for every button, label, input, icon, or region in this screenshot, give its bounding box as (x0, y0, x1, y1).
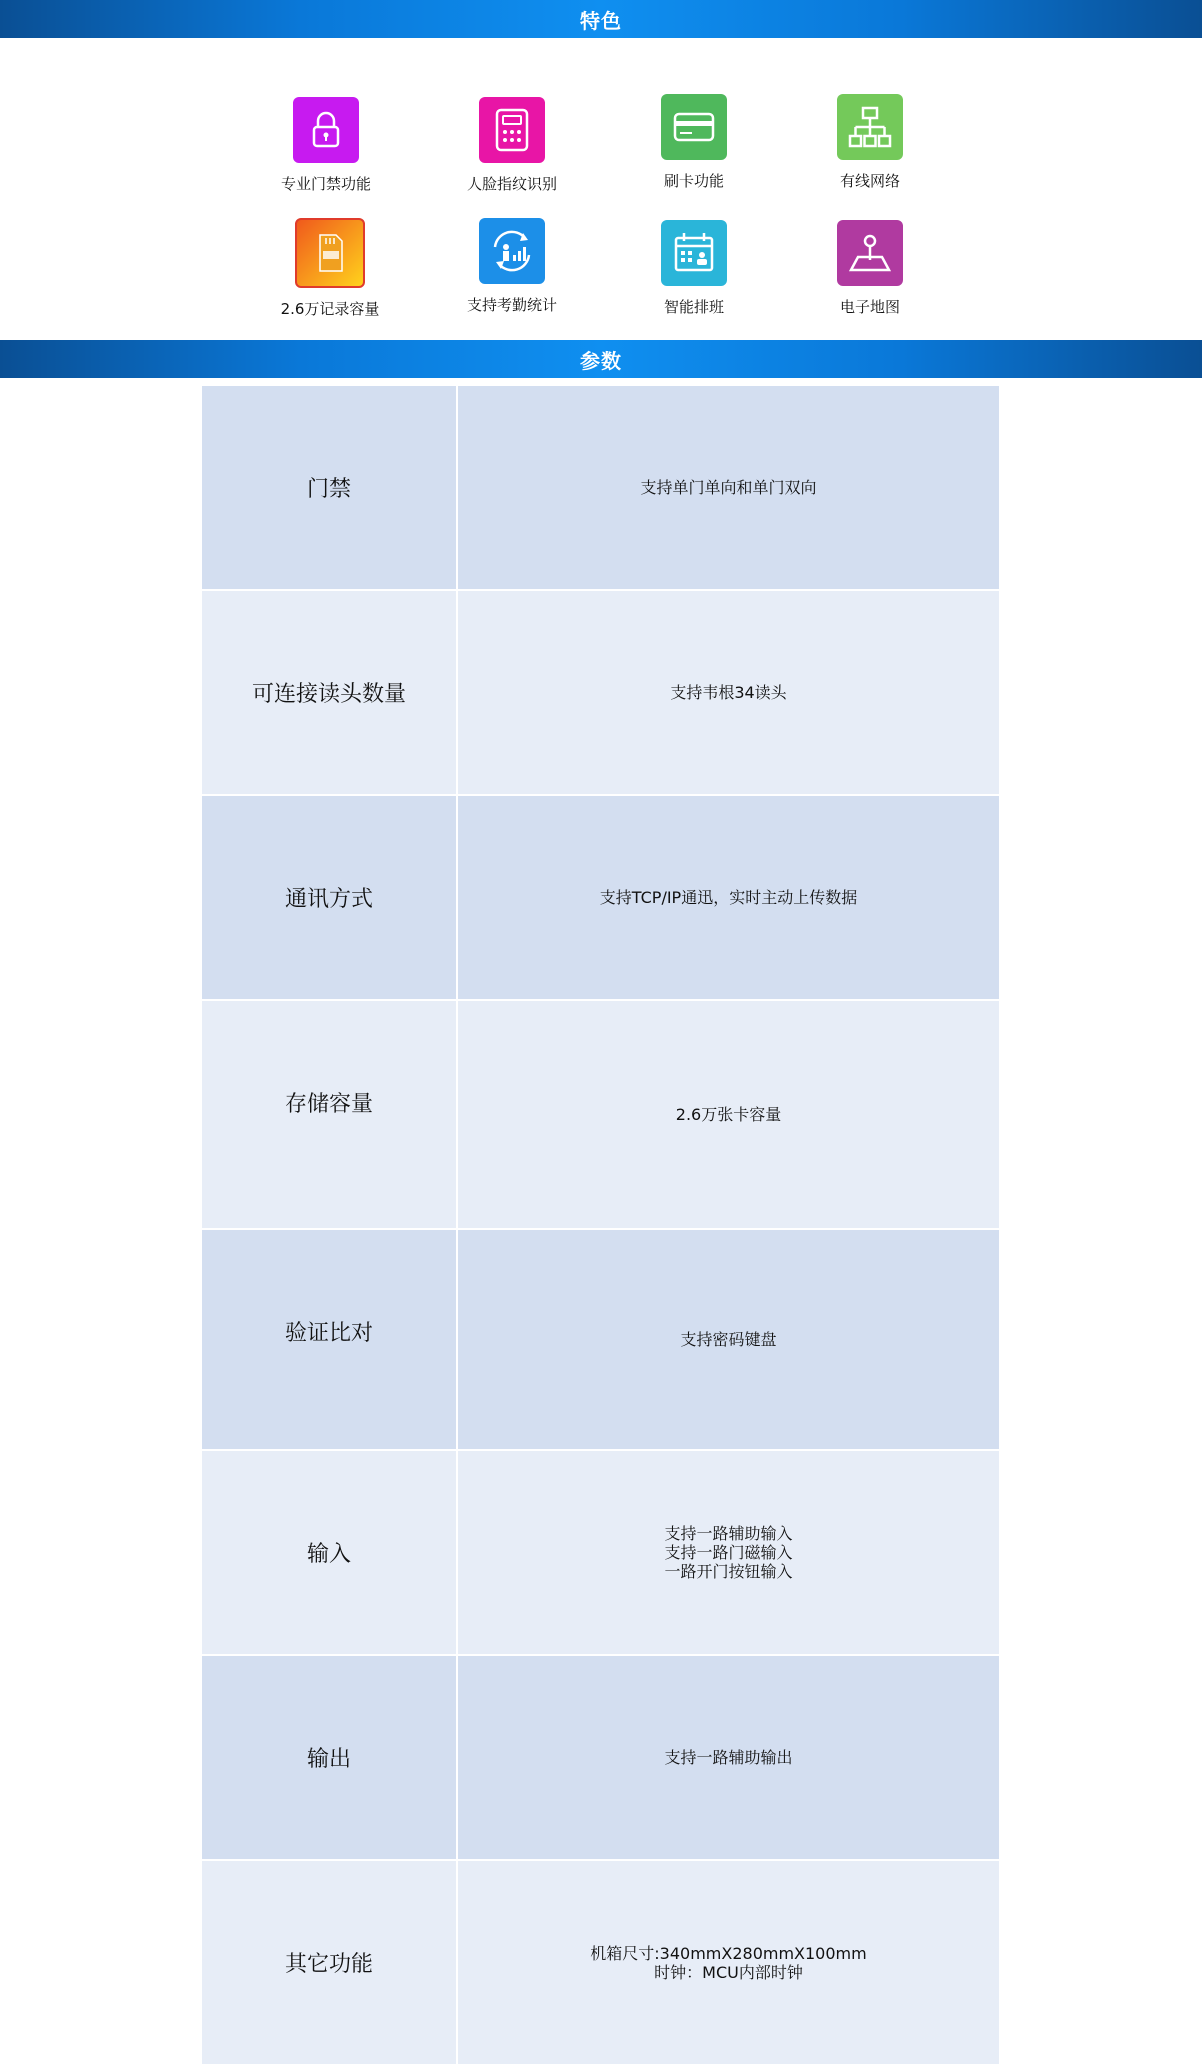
attendance-icon (479, 218, 545, 284)
feature-item (427, 97, 597, 194)
feature-label: 有线网络 (839, 172, 900, 190)
spec-value (457, 1860, 999, 2065)
table-row (202, 1450, 999, 1655)
spec-key: 存储容量 (202, 1000, 457, 1229)
feature-label: 刷卡功能 (663, 172, 724, 190)
table-row (202, 1229, 999, 1450)
spec-value (457, 1229, 999, 1450)
spec-table (202, 386, 999, 2066)
spec-value-line: 支持一路门磁输入 (664, 1543, 793, 1562)
feature-label: 人脸指纹识别 (466, 175, 557, 193)
feature-label: 专业门禁功能 (280, 175, 371, 193)
feature-label: 支持考勤统计 (466, 296, 557, 314)
table-row (202, 590, 999, 795)
spec-value-line: 支持一路辅助输出 (664, 1748, 793, 1767)
spec-key: 可连接读头数量 (202, 590, 457, 795)
table-row (202, 795, 999, 1000)
features-section-header (0, 0, 1202, 38)
spec-value (457, 590, 999, 795)
features-section-title: 特色 (580, 8, 622, 33)
feature-item (785, 94, 955, 191)
table-row (202, 1000, 999, 1229)
spec-key: 门禁 (202, 386, 457, 590)
spec-value-line: 支持TCP/IP通迅，实时主动上传数据 (599, 888, 858, 907)
spec-value (457, 1450, 999, 1655)
spec-value-line: 一路开门按钮输入 (664, 1562, 793, 1581)
spec-value (457, 795, 999, 1000)
spec-value (457, 386, 999, 590)
feature-label: 智能排班 (663, 298, 724, 316)
table-row (202, 386, 999, 590)
feature-item (241, 97, 411, 194)
table-row (202, 1655, 999, 1860)
spec-key: 输出 (202, 1655, 457, 1860)
params-section-title: 参数 (580, 348, 622, 373)
lock-icon (293, 97, 359, 163)
keypad-icon (479, 97, 545, 163)
network-icon (837, 94, 903, 160)
feature-item (785, 220, 955, 317)
spec-key: 其它功能 (202, 1860, 457, 2065)
spec-value-line: 支持单门单向和单门双向 (640, 478, 817, 497)
spec-value-line: 机箱尺寸:340mmX280mmX100mm (590, 1943, 867, 1963)
feature-item (609, 94, 779, 191)
table-row (202, 1860, 999, 2065)
spec-value-line: 支持一路辅助输入 (664, 1524, 793, 1543)
card-icon (661, 94, 727, 160)
calendar-icon (661, 220, 727, 286)
spec-value (457, 1655, 999, 1860)
spec-value-line: 支持韦根34读头 (670, 683, 787, 702)
map-icon (837, 220, 903, 286)
spec-value-line: 2.6万张卡容量 (675, 1105, 782, 1124)
feature-item (427, 218, 597, 315)
feature-label: 2.6万记录容量 (280, 300, 380, 318)
spec-key: 验证比对 (202, 1229, 457, 1450)
params-section-header (0, 340, 1202, 378)
spec-value (457, 1000, 999, 1229)
feature-label: 电子地图 (839, 298, 900, 316)
feature-item (609, 220, 779, 317)
sd-card-icon (295, 218, 365, 288)
spec-value-line: 支持密码键盘 (680, 1330, 777, 1349)
spec-value-line: 时钟：MCU内部时钟 (654, 1962, 803, 1982)
spec-key: 输入 (202, 1450, 457, 1655)
spec-key: 通讯方式 (202, 795, 457, 1000)
feature-item (245, 218, 415, 319)
